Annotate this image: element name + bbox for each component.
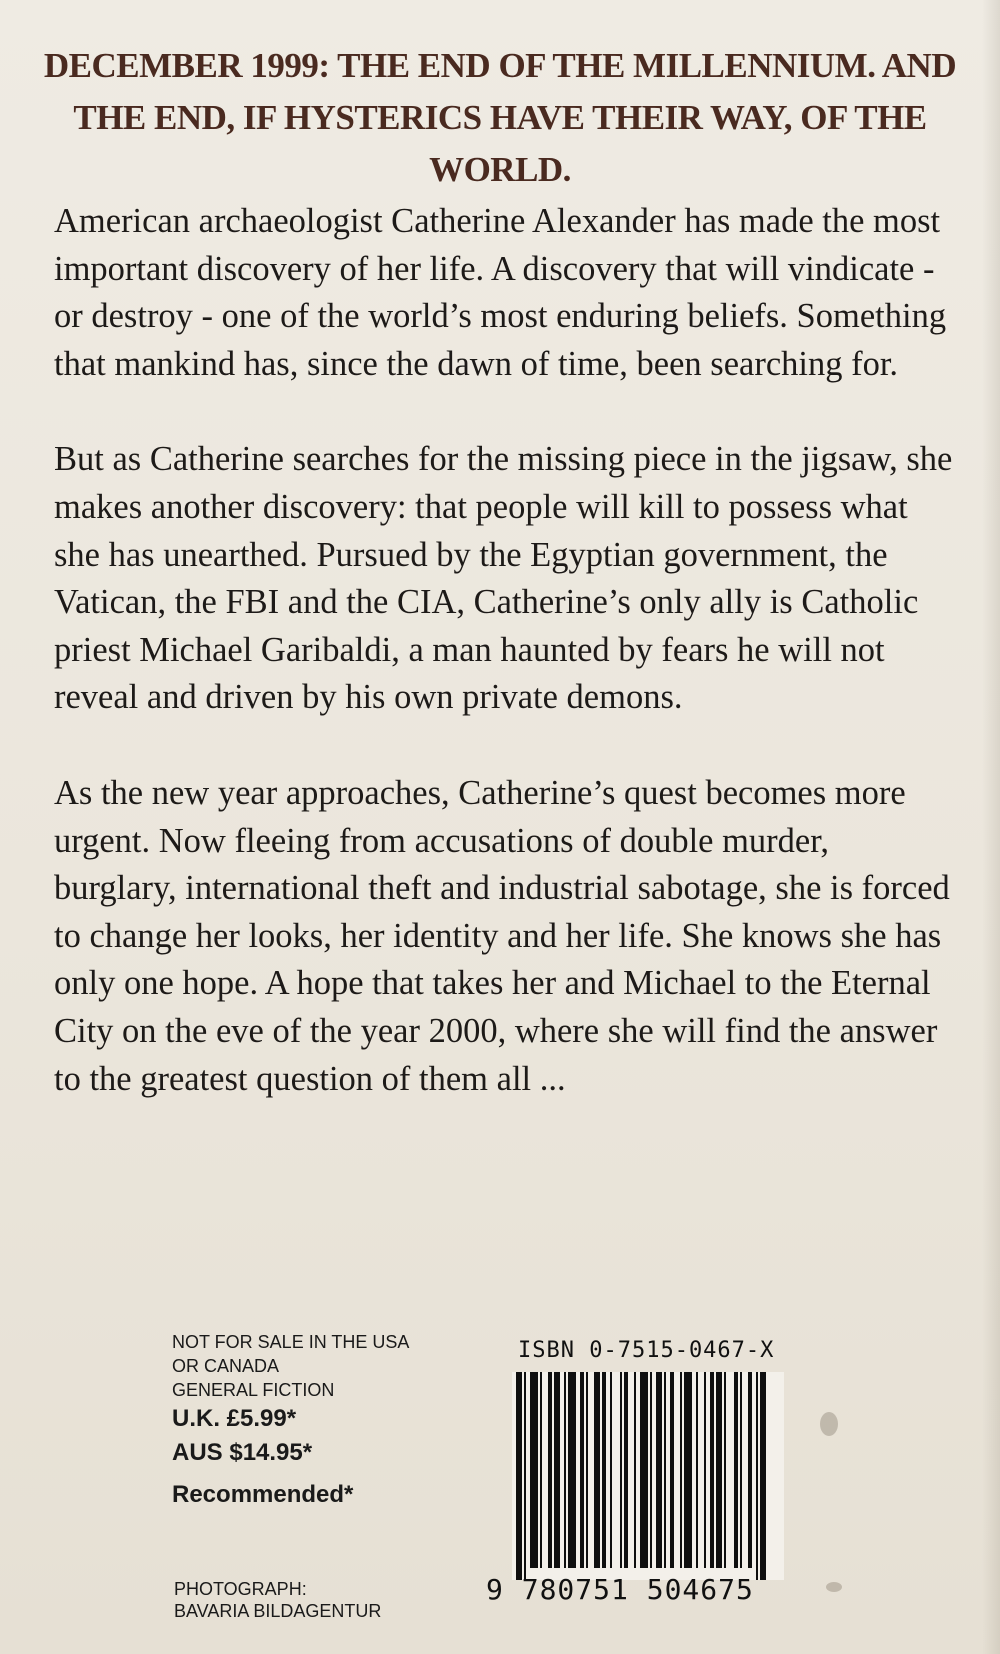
barcode-bar <box>734 1372 738 1568</box>
photo-credit <box>174 1578 434 1622</box>
barcode-bar <box>580 1372 584 1568</box>
barcode-bar <box>568 1372 576 1568</box>
barcode-bar <box>716 1372 722 1568</box>
blurb-paragraph-2: But as Catherine searches for the missing piece in the jigsaw, she makes another discovery: that people will kill to possess what she has unearthed. Pursued by the Egyptian government, the Vatican, the FBI and the CIA, Catherine’s only ally is Catholic priest Michael Garibaldi, a man haunted by fears he will not reveal and driven by his own private demons. <box>54 440 953 717</box>
barcode-bar <box>548 1372 552 1568</box>
barcode-bar <box>586 1372 588 1568</box>
barcode-bar <box>740 1372 742 1568</box>
barcode-bar <box>680 1372 682 1568</box>
sale-notice-line-2: OR CANADA <box>172 1356 280 1376</box>
sale-info <box>172 1330 462 1512</box>
price-recommended-note: Recommended* <box>172 1481 354 1508</box>
blurb <box>54 198 954 1151</box>
barcode-bar <box>650 1372 652 1568</box>
barcode-bar <box>640 1372 648 1568</box>
blurb-paragraph-3: As the new year approaches, Catherine’s quest becomes more urgent. Now fleeing from accusations of double murder, burglary, international theft and industrial sabotage, she is forced to change her looks, her identity and her life. She knows she has only one hope. A hope that takes her and Michael to the Eternal City on the eve of the year 2000, where she will find the answer to the greatest question of them all ... <box>54 773 950 1098</box>
barcode-bar <box>554 1372 560 1568</box>
barcode-bar <box>656 1372 662 1568</box>
barcode-bar <box>748 1372 752 1568</box>
barcode-bar <box>704 1372 706 1568</box>
barcode-bars-icon <box>512 1372 784 1580</box>
barcode-bar <box>620 1372 622 1568</box>
barcode-bar <box>684 1372 692 1568</box>
price-uk: U.K. £5.99* <box>172 1405 297 1432</box>
sale-notice-line-1: NOT FOR SALE IN THE USA <box>172 1332 410 1352</box>
barcode-bar <box>602 1372 606 1568</box>
barcode-bar <box>564 1372 566 1568</box>
barcode-bar <box>670 1372 674 1568</box>
photo-credit-agency: BAVARIA BILDAGENTUR <box>174 1601 382 1621</box>
blurb-paragraph-1: American archaeologist Catherine Alexander has made the most important discovery of her life. A discovery that will vindicate - or destroy - one of the world’s most enduring beliefs. Something that mankind has, since the dawn of time, been searching for. <box>54 202 947 383</box>
price-aus: AUS $14.95* <box>172 1439 313 1466</box>
barcode-bar <box>760 1372 766 1580</box>
barcode-bar <box>624 1372 628 1568</box>
stain-mark <box>826 1582 842 1592</box>
barcode-bar <box>710 1372 714 1568</box>
barcode-bar <box>594 1372 600 1568</box>
genre-label: GENERAL FICTION <box>172 1380 335 1400</box>
barcode-bar <box>540 1372 542 1568</box>
stain-mark <box>820 1412 838 1436</box>
ean-number: 9 780751 504675 <box>486 1573 754 1606</box>
barcode <box>512 1372 784 1580</box>
barcode-bar <box>664 1372 666 1568</box>
photo-credit-label: PHOTOGRAPH: <box>174 1579 307 1599</box>
barcode-bar <box>524 1372 526 1580</box>
isbn-number: ISBN 0-7515-0467-X <box>518 1338 775 1363</box>
cover-edge-shadow <box>982 0 1000 1654</box>
barcode-bar <box>724 1372 726 1568</box>
barcode-bar <box>756 1372 758 1580</box>
barcode-bar <box>610 1372 612 1568</box>
barcode-bar <box>696 1372 698 1568</box>
barcode-bar <box>634 1372 636 1568</box>
barcode-bar <box>530 1372 538 1568</box>
barcode-bar <box>516 1372 522 1580</box>
headline: DECEMBER 1999: THE END OF THE MILLENNIUM. AND THE END, IF HYSTERICS HAVE THEIR WAY, OF THE WORLD. <box>43 46 957 189</box>
